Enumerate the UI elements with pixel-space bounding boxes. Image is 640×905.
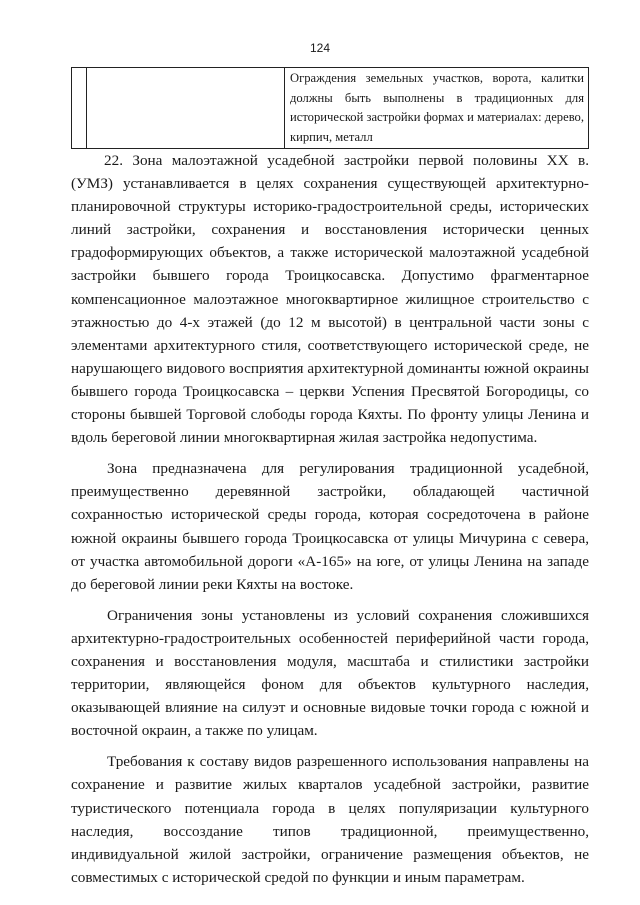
- table-cell-requirements: Ограждения земельных участков, ворота, калитки должны быть выполнены в традиционных для исторической застройки формах и материалах: дерево, кирпич, металл: [285, 68, 589, 149]
- paragraph-zone-umz: 22. Зона малоэтажной усадебной застройки первой половины XX в. (УМЗ) устанавливается в целях сохранения существующей архитектурно-планировочной структуры историко-градостроительной среды, исторических линий застройки, сохранения и восстановления исторически ценных градоформирующих объектов, а также исторической малоэтажной усадебной застройки бывшего города Троицкосавска. Допустимо фрагментарное компенсационное малоэтажное многоквартирное жилищное строительство с этажностью до 4-х этажей (до 12 м высотой) в центральной части зоны с элементами архитектурного стиля, соответствующего исторической среде, не нарушающего видового восприятия архитектурной доминанты южной окраины бывшего города Троицкосавска – церкви Успения Пресвятой Богородицы, со стороны бывшей Торговой слободы города Кяхты. По фронту улицы Ленина и вдоль береговой линии многоквартирная жилая застройка недопустима.: [71, 152, 589, 447]
- paragraph-zone-restrictions: Ограничения зоны установлены из условий сохранения сложившихся архитектурно-градостроительных особенностей периферийной части города, сохранения и восстановления модуля, масштаба и стилистики застройки территории, являющейся фоном для объектов культурного наследия, оказывающей влияние на силуэт и основные видовые точки города с южной и восточной окраин, а также по улицам.: [71, 606, 589, 740]
- body-text: [71, 149, 589, 889]
- table-row: [72, 68, 589, 149]
- table-cell-empty-2: [87, 68, 285, 149]
- page-number: 124: [309, 41, 331, 55]
- table-cell-empty-1: [72, 68, 87, 149]
- continuation-table: [71, 67, 589, 149]
- paragraph-use-requirements: Требования к составу видов разрешенного использования направлены на сохранение и развитие жилых кварталов усадебной застройки, развитие туристического потенциала города в целях популяризации культурного наследия, воссоздание типов традиционной, преимущественно, индивидуальной жилой застройки, ограничение размещения объектов, не совместимых с исторической средой по функции и иным параметрам.: [71, 753, 589, 886]
- paragraph-zone-purpose: Зона предназначена для регулирования традиционной усадебной, преимущественно деревянной застройки, обладающей частичной сохранностью исторической среды города, которая сосредоточена в районе южной окраины бывшего города Троицкосавска от улицы Мичурина с севера, от участка автомобильной дороги «А-165» на юге, от улицы Ленина на западе до береговой линии реки Кяхты на востоке.: [71, 460, 589, 593]
